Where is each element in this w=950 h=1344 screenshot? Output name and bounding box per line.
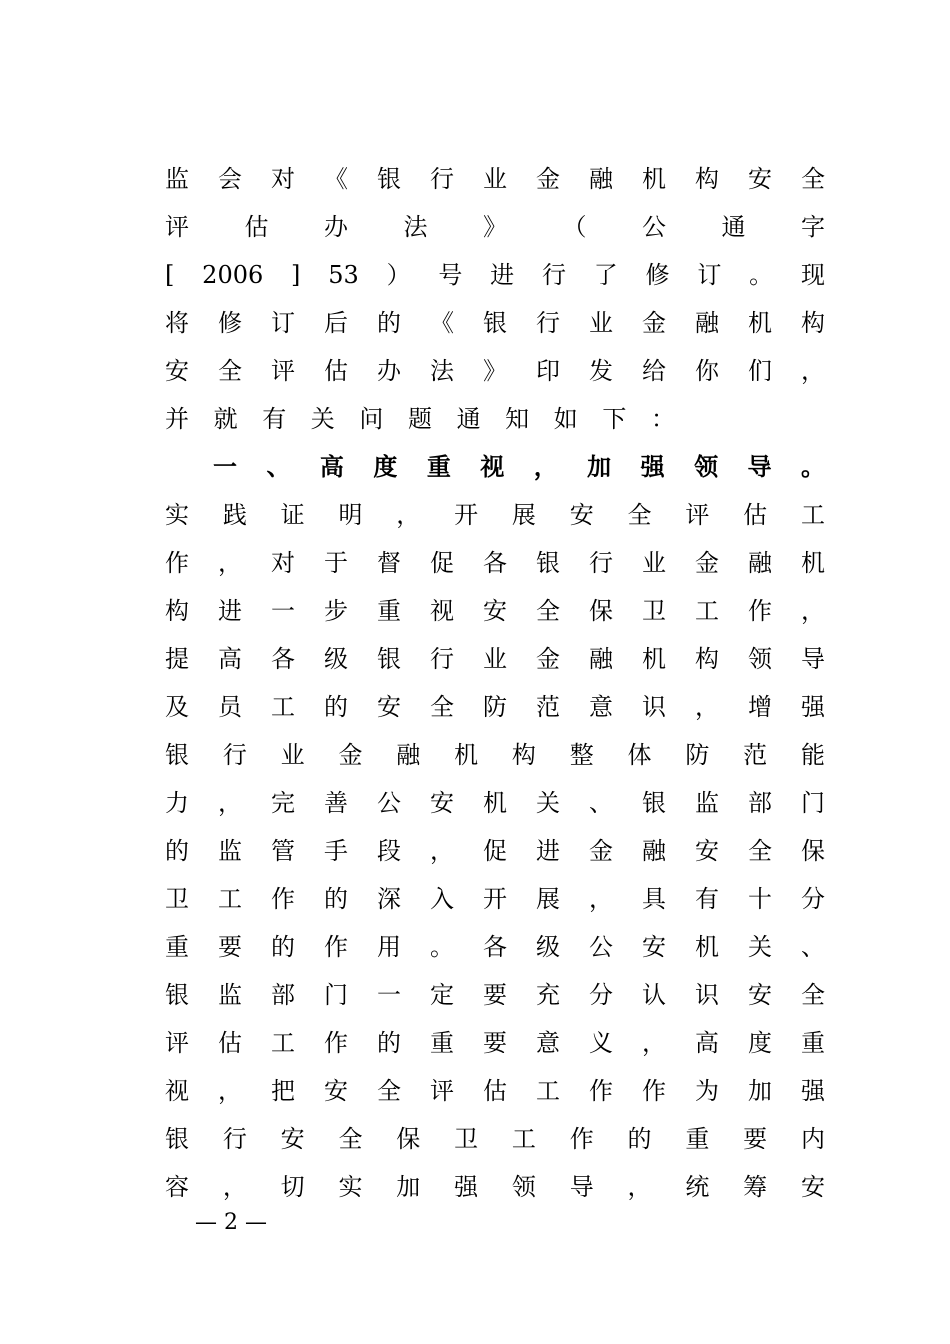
text-char: 安	[377, 693, 401, 721]
text-char: 后	[324, 309, 348, 337]
text-char: 。	[800, 453, 825, 481]
text-char: 卫	[165, 885, 189, 913]
text-char: 展	[511, 501, 536, 529]
text-char: 安	[695, 837, 719, 865]
text-line	[165, 731, 825, 779]
text-char: 高	[218, 645, 242, 673]
text-char: 要	[483, 1029, 507, 1057]
text-char: 加	[748, 1077, 772, 1105]
text-char: 的	[324, 693, 348, 721]
text-char: 融	[642, 837, 666, 865]
text-char: 关	[536, 789, 560, 817]
text-char: 2006	[202, 261, 264, 289]
text-char: 金	[338, 741, 363, 769]
text-char: 保	[801, 837, 825, 865]
text-char: 工	[511, 1125, 536, 1153]
text-char: 各	[271, 645, 295, 673]
text-char: 银	[377, 645, 401, 673]
text-char: 安	[748, 981, 772, 1009]
text-char: 高	[319, 453, 344, 481]
text-char: 银	[165, 981, 189, 1009]
text-char: 整	[569, 741, 594, 769]
text-char: 安	[324, 1077, 348, 1105]
text-char: 全	[430, 693, 454, 721]
text-char: 保	[396, 1125, 421, 1153]
text-char: 增	[748, 693, 772, 721]
text-char: 全	[377, 1077, 401, 1105]
text-char: 防	[483, 693, 507, 721]
text-char: 有	[262, 405, 287, 433]
text-char: 融	[695, 309, 719, 337]
text-char: 作	[165, 549, 189, 577]
text-char: 业	[589, 309, 613, 337]
text-char: 用	[377, 933, 401, 961]
text-char: 要	[218, 933, 242, 961]
text-char: 开	[483, 885, 507, 913]
text-char: 视	[430, 597, 454, 625]
text-char: 评	[430, 1077, 454, 1105]
text-char: 如	[553, 405, 578, 433]
text-char: 实	[165, 501, 189, 529]
text-char: 高	[695, 1029, 719, 1057]
text-char: 办	[324, 213, 348, 241]
text-char: 银	[536, 549, 560, 577]
text-char: 监	[695, 789, 719, 817]
text-char: 金	[536, 645, 560, 673]
text-char: 强	[454, 1173, 479, 1201]
text-char: 部	[271, 981, 295, 1009]
text-char: 构	[801, 309, 825, 337]
text-char: 机	[642, 645, 666, 673]
text-char: 估	[324, 357, 348, 385]
text-char: 一	[271, 597, 295, 625]
text-char: [	[165, 261, 175, 289]
text-char: 构	[165, 597, 189, 625]
text-char: 力	[165, 789, 189, 817]
text-char: 公	[642, 213, 666, 241]
text-char: ：	[650, 405, 675, 433]
text-char: 全	[218, 357, 242, 385]
text-char: 并	[165, 405, 189, 433]
text-char: ）	[386, 261, 411, 289]
text-char: 度	[748, 1029, 772, 1057]
text-char: 认	[642, 981, 666, 1009]
text-char: 容	[165, 1173, 189, 1201]
text-char: 能	[800, 741, 825, 769]
text-char: 公	[377, 789, 401, 817]
text-char: 全	[748, 837, 772, 865]
text-char: 机	[801, 549, 825, 577]
text-char: 估	[483, 1077, 507, 1105]
text-char: ，	[695, 693, 719, 721]
text-char: 作	[642, 1077, 666, 1105]
text-char: 的	[627, 1125, 652, 1153]
text-char: 银	[642, 789, 666, 817]
text-line	[165, 395, 825, 443]
text-char: 融	[589, 165, 613, 193]
text-char: 卫	[642, 597, 666, 625]
text-char: 融	[748, 549, 772, 577]
text-char: 构	[511, 741, 536, 769]
text-char: 工	[271, 693, 295, 721]
text-char: 体	[627, 741, 652, 769]
text-char: 现	[800, 261, 825, 289]
text-char: 一	[213, 453, 237, 481]
text-char: 开	[454, 501, 479, 529]
text-char: 关	[310, 405, 335, 433]
text-char: 估	[244, 213, 269, 241]
text-line	[165, 875, 825, 923]
text-char: 领	[694, 453, 719, 481]
text-line	[165, 923, 825, 971]
text-char: 意	[589, 693, 613, 721]
text-char: 管	[271, 837, 295, 865]
text-char: 号	[438, 261, 463, 289]
text-char: 度	[373, 453, 398, 481]
text-char: 要	[483, 981, 507, 1009]
text-char: 一	[377, 981, 401, 1009]
text-char: 为	[695, 1077, 719, 1105]
text-char: 评	[685, 501, 710, 529]
text-char: 强	[801, 693, 825, 721]
text-line	[165, 1019, 825, 1067]
text-char: 修	[218, 309, 242, 337]
text-char: 作	[748, 597, 772, 625]
text-char: 机	[695, 933, 719, 961]
text-char: 安	[280, 1125, 305, 1153]
text-char: 行	[222, 741, 247, 769]
body-text	[165, 155, 825, 1211]
text-char: 级	[324, 645, 348, 673]
text-char: 银	[377, 165, 401, 193]
text-char: ，	[396, 501, 421, 529]
text-char: 领	[511, 1173, 536, 1201]
text-char: 完	[271, 789, 295, 817]
text-char: 定	[430, 981, 454, 1009]
text-char: 监	[218, 837, 242, 865]
text-char: 重	[685, 1125, 710, 1153]
text-char: 员	[218, 693, 242, 721]
text-char: 评	[165, 213, 189, 241]
text-char: 业	[280, 741, 305, 769]
text-char: 估	[743, 501, 768, 529]
text-char: 手	[324, 837, 348, 865]
text-char: 有	[695, 885, 719, 913]
text-char: 识	[695, 981, 719, 1009]
text-char: 的	[377, 309, 401, 337]
text-char: 强	[801, 1077, 825, 1105]
text-char: 工	[271, 1029, 295, 1057]
text-char: 工	[695, 597, 719, 625]
text-char: 对	[271, 549, 295, 577]
text-char: 机	[454, 741, 479, 769]
text-char: 关	[748, 933, 772, 961]
text-char: 进	[536, 837, 560, 865]
text-char: 进	[218, 597, 242, 625]
text-char: 入	[430, 885, 454, 913]
text-char: 分	[589, 981, 613, 1009]
text-char: 通	[456, 405, 481, 433]
text-char: 证	[280, 501, 305, 529]
text-char: 导	[747, 453, 772, 481]
text-char: 的	[377, 1029, 401, 1057]
text-char: 各	[483, 933, 507, 961]
text-char: 义	[589, 1029, 613, 1057]
text-char: 订	[271, 309, 295, 337]
text-line	[165, 1067, 825, 1115]
text-line	[165, 539, 825, 587]
text-char: 作	[271, 885, 295, 913]
text-char: 构	[695, 165, 719, 193]
text-char: ，	[430, 837, 454, 865]
text-char: ，	[218, 789, 242, 817]
text-char: 安	[483, 597, 507, 625]
text-char: 题	[407, 405, 432, 433]
text-char: 。	[430, 933, 454, 961]
text-char: 各	[483, 549, 507, 577]
text-line	[165, 203, 825, 251]
text-char: 们	[748, 357, 772, 385]
text-char: 工	[218, 885, 242, 913]
text-char: 重	[165, 933, 189, 961]
text-char: 门	[801, 789, 825, 817]
text-char: （	[562, 213, 587, 241]
text-char: 你	[695, 357, 719, 385]
text-line	[165, 299, 825, 347]
text-char: 安	[569, 501, 594, 529]
text-char: 法	[430, 357, 454, 385]
text-char: 工	[536, 1077, 560, 1105]
text-char: 了	[593, 261, 618, 289]
text-line	[165, 683, 825, 731]
text-char: 安	[748, 165, 772, 193]
text-char: 全	[801, 981, 825, 1009]
text-line	[165, 1115, 825, 1163]
text-char: 保	[589, 597, 613, 625]
text-line	[165, 251, 825, 299]
text-char: 法	[403, 213, 428, 241]
text-char: 作	[324, 1029, 348, 1057]
text-char: ，	[218, 549, 242, 577]
text-char: 机	[748, 309, 772, 337]
text-char: 《	[324, 165, 348, 193]
text-char: 督	[377, 549, 401, 577]
text-char: ，	[589, 885, 613, 913]
text-char: 《	[430, 309, 454, 337]
text-char: 办	[377, 357, 401, 385]
text-char: 门	[324, 981, 348, 1009]
text-line	[165, 827, 825, 875]
text-char: 展	[536, 885, 560, 913]
text-char: ，	[642, 1029, 666, 1057]
text-line	[165, 971, 825, 1019]
text-char: 金	[642, 309, 666, 337]
text-char: 行	[430, 645, 454, 673]
text-char: 强	[640, 453, 665, 481]
text-char: 订	[697, 261, 722, 289]
text-char: 将	[165, 309, 189, 337]
text-line	[165, 491, 825, 539]
text-char: 作	[569, 1125, 594, 1153]
text-char: 范	[536, 693, 560, 721]
text-char: 修	[645, 261, 670, 289]
text-char: 步	[324, 597, 348, 625]
text-char: ，	[801, 357, 825, 385]
text-char: 行	[589, 549, 613, 577]
text-char: 银	[165, 741, 189, 769]
text-char: 53	[328, 261, 359, 289]
text-char: 银	[165, 1125, 189, 1153]
text-char: 业	[483, 645, 507, 673]
text-char: 发	[589, 357, 613, 385]
text-char: 统	[685, 1173, 710, 1201]
text-char: 融	[589, 645, 613, 673]
text-char: 视	[165, 1077, 189, 1105]
text-char: 安	[165, 357, 189, 385]
text-char: 筹	[743, 1173, 768, 1201]
text-char: 行	[222, 1125, 247, 1153]
text-char: 加	[396, 1173, 421, 1201]
text-char: 、	[266, 453, 291, 481]
text-char: 安	[642, 933, 666, 961]
text-char: 深	[377, 885, 401, 913]
text-char: 十	[748, 885, 772, 913]
text-char: 重	[426, 453, 451, 481]
text-char: 具	[642, 885, 666, 913]
text-char: 给	[642, 357, 666, 385]
text-char: 、	[589, 789, 613, 817]
text-char: 导	[801, 645, 825, 673]
text-char: 业	[483, 165, 507, 193]
text-char: 进	[490, 261, 515, 289]
text-char: 加	[587, 453, 612, 481]
text-char: 就	[213, 405, 238, 433]
text-char: 、	[801, 933, 825, 961]
text-char: 级	[536, 933, 560, 961]
text-char: 监	[165, 165, 189, 193]
text-char: 。	[749, 261, 774, 289]
text-char: 全	[627, 501, 652, 529]
text-char: 明	[338, 501, 363, 529]
text-char: 》	[483, 213, 507, 241]
text-char: 促	[483, 837, 507, 865]
text-char: 重	[377, 597, 401, 625]
text-char: 会	[218, 165, 242, 193]
text-char: 监	[218, 981, 242, 1009]
text-char: 机	[483, 789, 507, 817]
text-char: 及	[165, 693, 189, 721]
text-char: 分	[801, 885, 825, 913]
text-char: 导	[569, 1173, 594, 1201]
text-char: 构	[695, 645, 719, 673]
text-char: ，	[218, 1077, 242, 1105]
text-char: 安	[430, 789, 454, 817]
text-char: 下	[602, 405, 627, 433]
text-char: 作	[589, 1077, 613, 1105]
text-char: 金	[589, 837, 613, 865]
text-char: 重	[430, 1029, 454, 1057]
text-char: 的	[165, 837, 189, 865]
text-char: 的	[271, 933, 295, 961]
text-char: 对	[271, 165, 295, 193]
text-char: 识	[642, 693, 666, 721]
text-char: 促	[430, 549, 454, 577]
text-char: 公	[589, 933, 613, 961]
text-char: ，	[801, 597, 825, 625]
text-char: 部	[748, 789, 772, 817]
text-char: 行	[541, 261, 566, 289]
text-char: 业	[642, 549, 666, 577]
text-char: 内	[800, 1125, 825, 1153]
text-char: ]	[291, 261, 301, 289]
page-number: — 2 —	[195, 1210, 267, 1235]
text-line	[165, 1163, 825, 1211]
text-char: 知	[505, 405, 530, 433]
text-char: 行	[430, 165, 454, 193]
text-char: 机	[642, 165, 666, 193]
section-heading	[213, 443, 825, 491]
text-char: 段	[377, 837, 401, 865]
text-char: 防	[685, 741, 710, 769]
text-char: 的	[324, 885, 348, 913]
text-char: 视	[480, 453, 505, 481]
text-char: ，	[222, 1173, 247, 1201]
text-char: 提	[165, 645, 189, 673]
text-char: 善	[324, 789, 348, 817]
text-char: 印	[536, 357, 560, 385]
text-char: 全	[536, 597, 560, 625]
text-char: 重	[801, 1029, 825, 1057]
text-char: 金	[695, 549, 719, 577]
text-char: 充	[536, 981, 560, 1009]
text-char: 全	[801, 165, 825, 193]
text-char: 估	[218, 1029, 242, 1057]
text-char: 领	[748, 645, 772, 673]
text-char: 问	[359, 405, 384, 433]
text-char: 金	[536, 165, 560, 193]
text-line	[165, 155, 825, 203]
text-line	[165, 635, 825, 683]
text-char: ，	[627, 1173, 652, 1201]
text-char: 把	[271, 1077, 295, 1105]
text-char: 切	[280, 1173, 305, 1201]
text-char: 》	[483, 357, 507, 385]
text-line	[165, 347, 825, 395]
text-line	[165, 779, 825, 827]
text-char: 银	[483, 309, 507, 337]
text-char: 融	[396, 741, 421, 769]
text-char: 卫	[454, 1125, 479, 1153]
text-char: 意	[536, 1029, 560, 1057]
text-char: ，	[533, 453, 558, 481]
text-char: 践	[222, 501, 247, 529]
text-char: 于	[324, 549, 348, 577]
text-char: 实	[338, 1173, 363, 1201]
text-char: 作	[324, 933, 348, 961]
text-char: 安	[800, 1173, 825, 1201]
text-char: 通	[721, 213, 746, 241]
text-char: 范	[743, 741, 768, 769]
text-line	[165, 587, 825, 635]
text-char: 全	[338, 1125, 363, 1153]
text-char: 行	[536, 309, 560, 337]
text-char: 工	[800, 501, 825, 529]
text-char: 评	[271, 357, 295, 385]
text-char: 评	[165, 1029, 189, 1057]
text-char: 字	[801, 213, 825, 241]
text-char: 要	[743, 1125, 768, 1153]
